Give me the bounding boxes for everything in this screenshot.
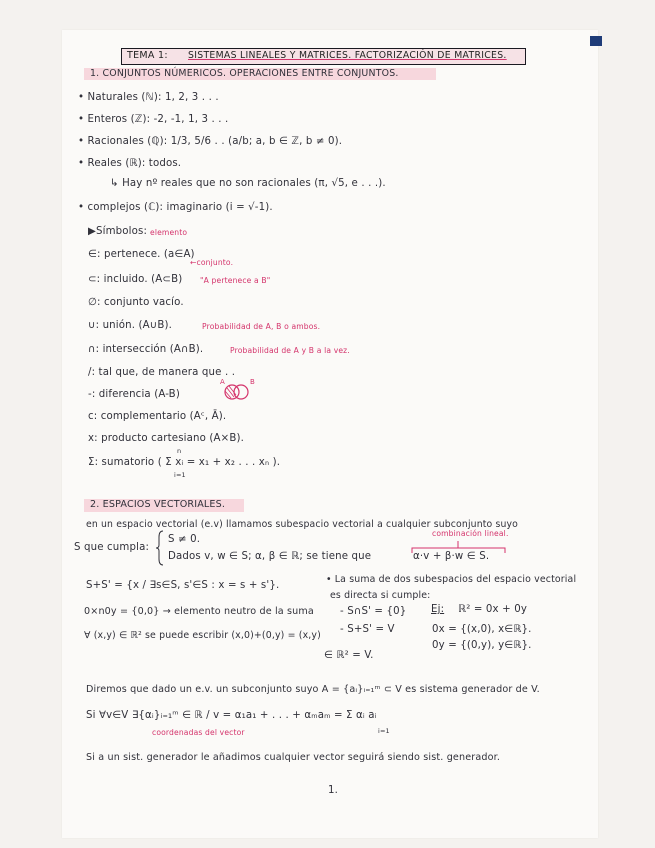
direct-sum-condition: - S+S' = V [340, 624, 395, 635]
intro-line: en un espacio vectorial (e.v) llamamos subespacio vectorial a cualquier subconjunto suyo [86, 519, 519, 530]
tema-label: TEMA 1: [127, 50, 168, 61]
symbols-heading-note: elemento [150, 228, 188, 237]
condition-2-result: α·v + β·w ∈ S. [413, 551, 490, 562]
condition-2: Dados v, w ∈ S; α, β ∈ ℝ; se tiene que [168, 551, 372, 562]
list-item: • Enteros (ℤ): -2, -1, 1, 3 . . . [78, 114, 229, 125]
venn-label-b: B [250, 378, 255, 386]
symbol-row: ∩: intersección (A∩B). [88, 344, 204, 355]
example-line: ℝ² = 0x + 0y [458, 604, 527, 615]
sum-bottom: i=1 [174, 471, 186, 479]
symbol-row: ∅: conjunto vacío. [88, 297, 184, 308]
brace-icon [156, 530, 166, 566]
page-title-box [121, 48, 526, 65]
venn-diagram [212, 376, 262, 404]
generator-line: Diremos que dado un e.v. un subconjunto suyo A = {aᵢ}ᵢ₌₁ᵐ ⊂ V es sistema generador de V. [86, 684, 540, 695]
page-title: SISTEMAS LINEALES Y MATRICES. FACTORIZACIÓN DE MATRICES. [188, 50, 507, 61]
direct-sum-note: • La suma de dos subespacios del espacio vectorial [326, 574, 577, 585]
section1-heading: 1. CONJUNTOS NÚMERICOS. OPERACIONES ENTRE CONJUNTOS. [90, 68, 399, 79]
symbol-row: ⊂: incluido. (A⊂B) [88, 274, 183, 285]
r2-line: ∀ (x,y) ∈ ℝ² se puede escribir (x,0)+(0,y) = (x,y) [84, 630, 321, 641]
list-item: • complejos (ℂ): imaginario (i = √-1). [78, 202, 273, 213]
venn-label-a: A [220, 378, 225, 386]
section2-heading: 2. ESPACIOS VECTORIALES. [90, 499, 226, 510]
symbol-row: ∈: pertenece. (a∈A) [88, 249, 195, 260]
direct-sum-note: es directa si cumple: [330, 590, 431, 601]
page-number: 1. [328, 785, 339, 796]
r2-note: ∈ ℝ² = V. [324, 650, 374, 661]
list-item: • Reales (ℝ): todos. [78, 158, 182, 169]
list-item: • Naturales (ℕ): 1, 2, 3 . . . [78, 92, 219, 103]
generator-note: Si a un sist. generador le añadimos cualquier vector seguirá siendo sist. generador. [86, 752, 501, 763]
symbol-row: ∪: unión. (A∪B). [88, 320, 173, 331]
symbol-note: "A pertenece a B" [200, 276, 271, 285]
bookmark-tab [590, 36, 602, 46]
coordinates-note: coordenadas del vector [152, 728, 245, 737]
list-item: • Racionales (ℚ): 1/3, 5/6 . . (a/b; a, b ∈ ℤ, b ≠ 0). [78, 136, 343, 147]
symbol-note: Probabilidad de A y B a la vez. [230, 346, 350, 355]
intro-s: S que cumpla: [74, 542, 150, 553]
direct-sum-condition: - S∩S' = {0} [340, 606, 407, 617]
coordinates-line: Si ∀v∈V ∃{αᵢ}ᵢ₌₁ᵐ ∈ ℝ / v = α₁a₁ + . . . + αₘaₘ = Σ αᵢ aᵢ [86, 710, 377, 721]
symbols-heading: ▶Símbolos: [88, 226, 148, 237]
example-label: Ej: [431, 604, 445, 615]
example-line: 0x = {(x,0), x∈ℝ}. [432, 624, 532, 635]
sum-definition: S+S' = {x / ∃s∈S, s'∈S : x = s + s'}. [86, 580, 280, 591]
list-item: ↳ Hay nº reales que no son racionales (π, √5, e . . .). [110, 178, 386, 189]
symbol-row: Σ: sumatorio ( Σ xᵢ = x₁ + x₂ . . . xₙ ). [88, 457, 281, 468]
sum-top: n [177, 447, 182, 455]
symbol-row: c: complementario (Aᶜ, Ā). [88, 411, 227, 422]
symbol-row: x: producto cartesiano (A×B). [88, 433, 244, 444]
example-line: 0y = {(0,y), y∈ℝ}. [432, 640, 532, 651]
zero-line: 0×n0y = {0,0} → elemento neutro de la suma [84, 606, 314, 617]
linear-combination-note: combinación lineal. [432, 529, 509, 538]
symbol-note: Probabilidad de A, B o ambos. [202, 322, 321, 331]
symbol-note: ←conjunto. [190, 258, 234, 267]
symbol-row: /: tal que, de manera que . . [88, 367, 236, 378]
condition-1: S ≠ 0. [168, 534, 201, 545]
sum-bottom: i=1 [378, 727, 390, 735]
symbol-row: -: diferencia (A-B) [88, 389, 180, 400]
